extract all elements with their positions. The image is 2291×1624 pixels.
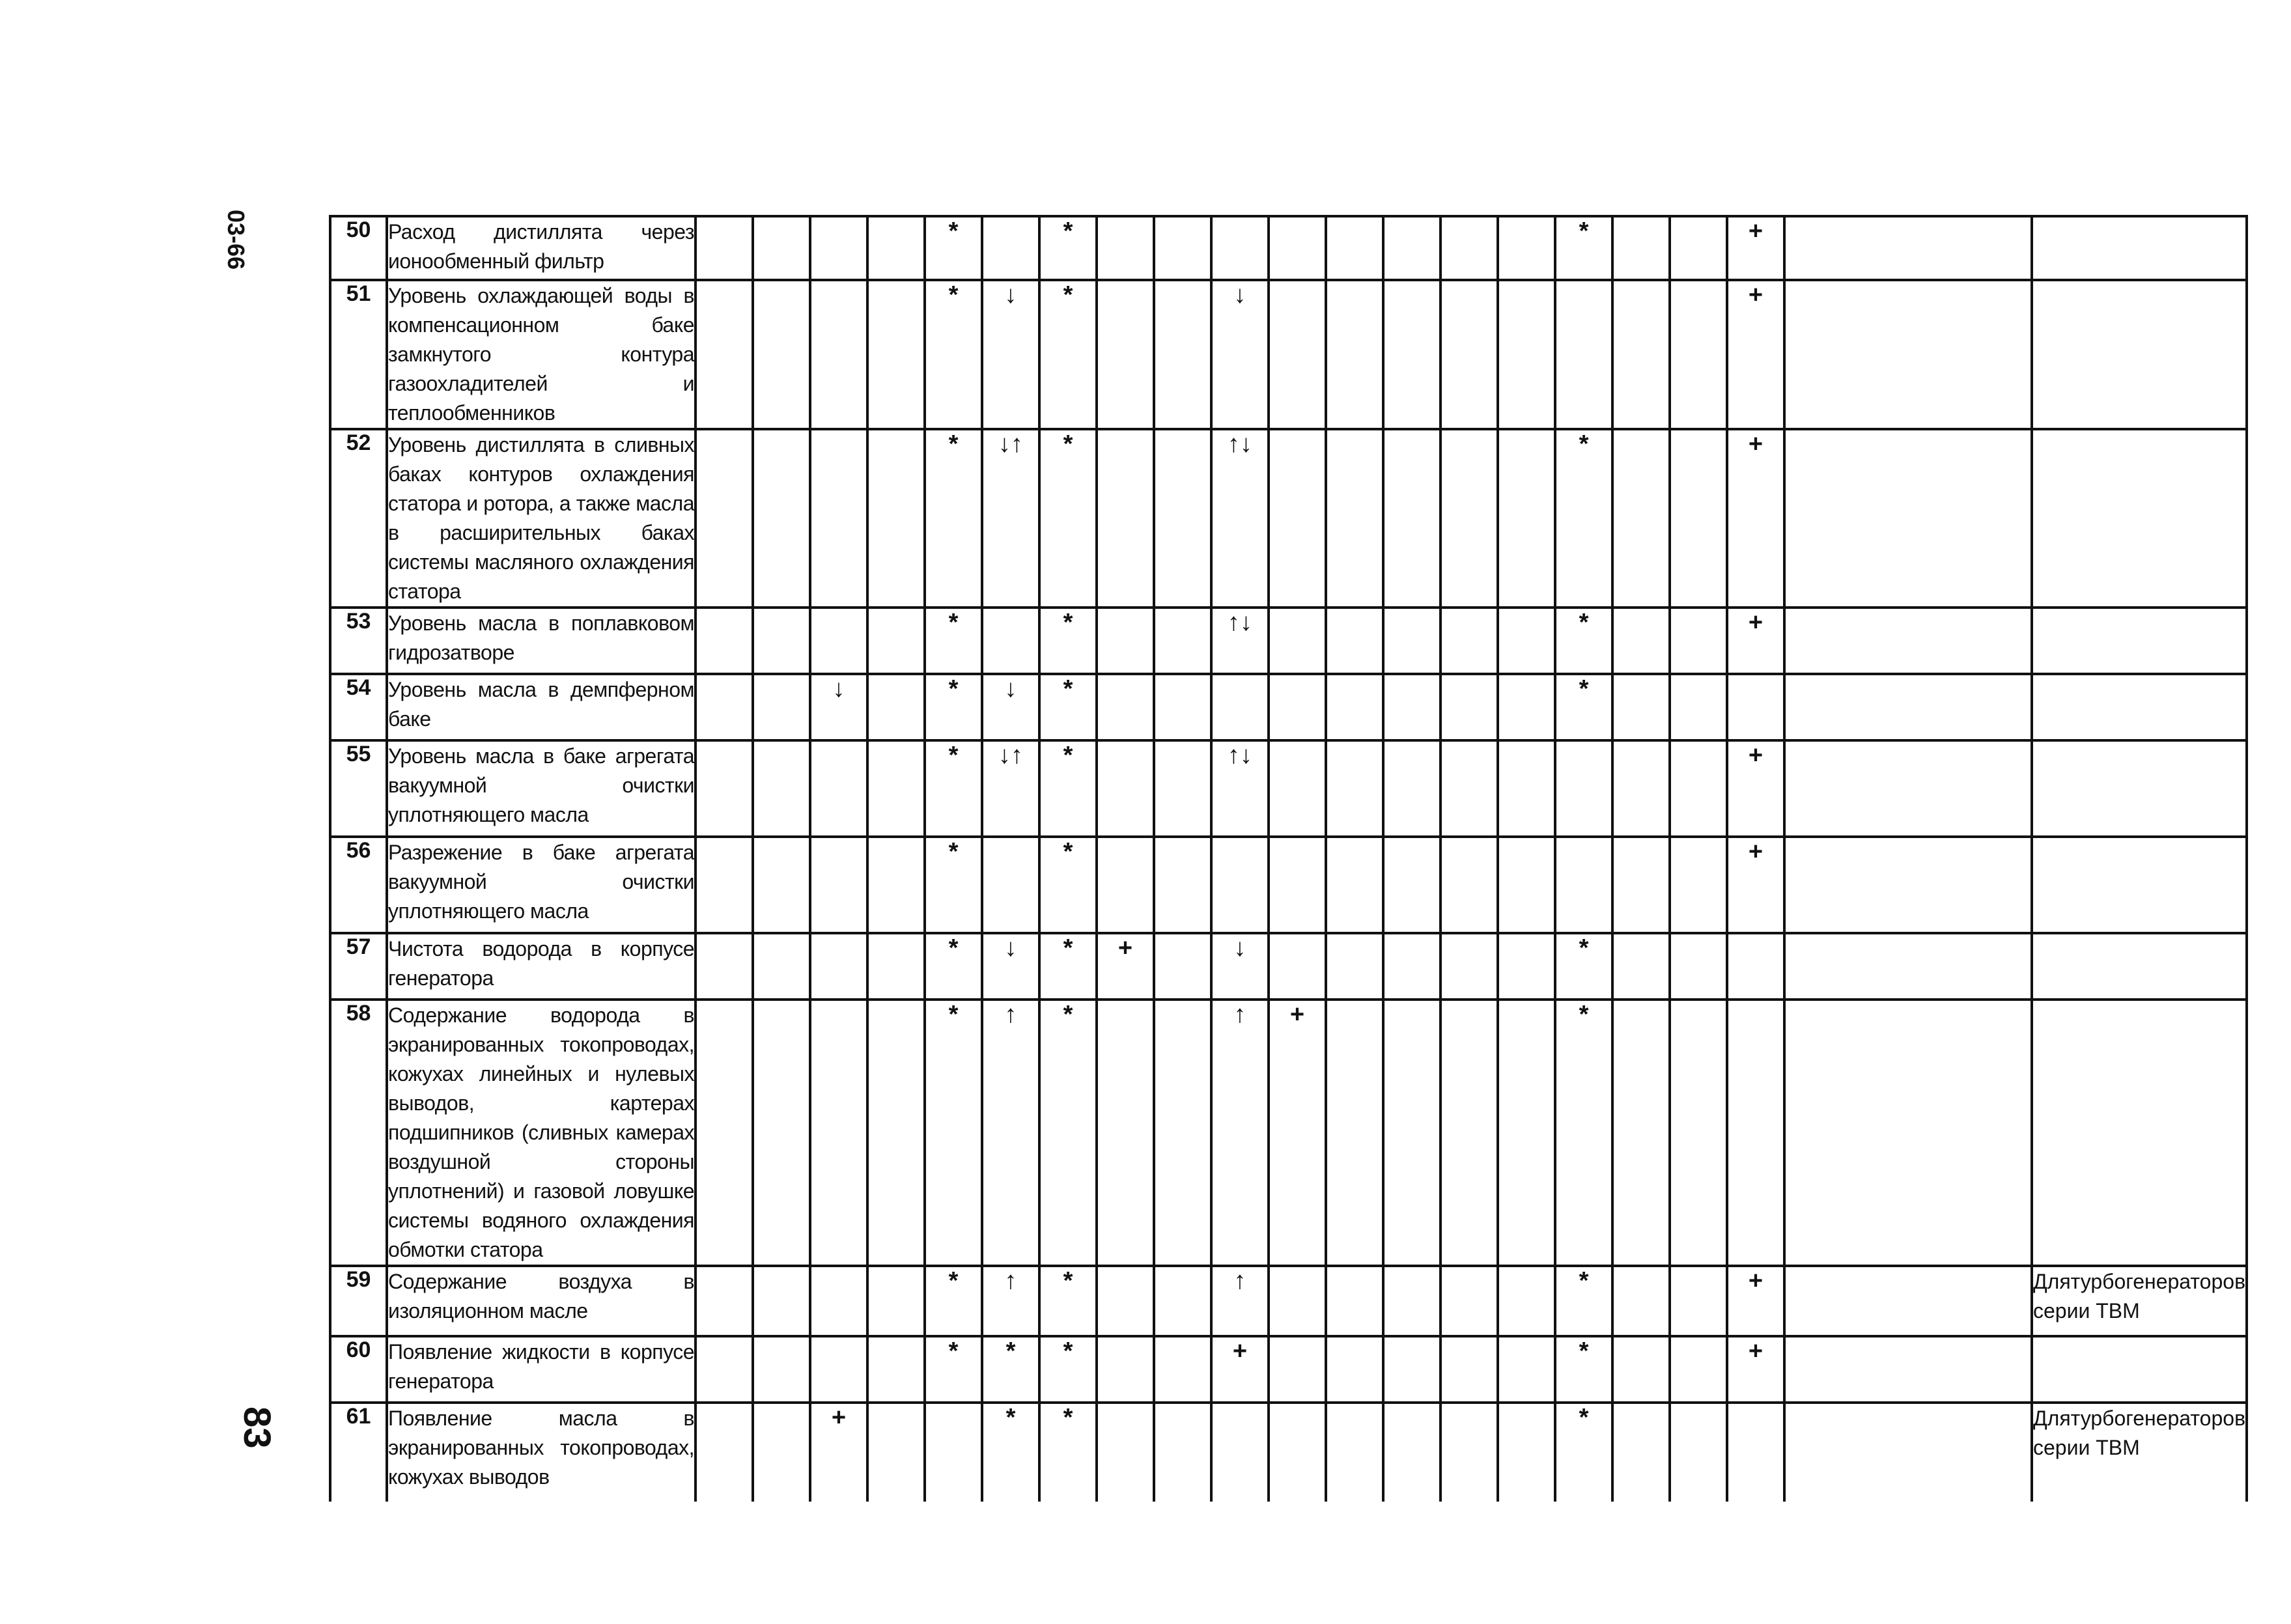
mark-cell: +: [1727, 1336, 1784, 1403]
mark-cell: [1326, 429, 1383, 608]
mark-cell: +: [1211, 1336, 1269, 1403]
mark-cell: *: [1039, 1403, 1097, 1502]
mark-cell: ↓: [982, 674, 1039, 740]
mark-cell: [1154, 1266, 1211, 1336]
mark-cell: [753, 837, 810, 933]
mark-cell: [867, 837, 925, 933]
mark-cell: *: [925, 429, 982, 608]
mark-cell: [1326, 740, 1383, 837]
mark-cell: [1670, 608, 1727, 674]
mark-cell: ↓: [982, 933, 1039, 1000]
mark-cell: [1670, 1336, 1727, 1403]
mark-cell: [1154, 740, 1211, 837]
mark-cell: [1555, 837, 1612, 933]
parameter-name: Чистота водорода в корпусе генератора: [387, 933, 696, 1000]
mark-cell: [1383, 1403, 1441, 1502]
mark-cell: [1612, 608, 1670, 674]
mark-cell: *: [1555, 429, 1612, 608]
mark-cell: [753, 1403, 810, 1502]
mark-cell: [1269, 280, 1326, 429]
mark-cell: [1784, 837, 2032, 933]
mark-cell: [1441, 1403, 1498, 1502]
mark-cell: [1612, 933, 1670, 1000]
mark-cell: [867, 674, 925, 740]
mark-cell: *: [1555, 933, 1612, 1000]
mark-cell: [1441, 674, 1498, 740]
mark-cell: [696, 740, 753, 837]
note-cell: [2032, 740, 2247, 837]
mark-cell: *: [925, 280, 982, 429]
mark-cell: [810, 740, 867, 837]
mark-cell: [1441, 740, 1498, 837]
mark-cell: [867, 429, 925, 608]
mark-cell: [1097, 429, 1154, 608]
mark-cell: [1784, 1000, 2032, 1266]
row-number: 54: [330, 674, 387, 740]
page-number: 83: [236, 1407, 278, 1449]
parameter-name: Уровень масла в демпферном баке: [387, 674, 696, 740]
mark-cell: *: [925, 1336, 982, 1403]
mark-cell: [810, 216, 867, 280]
mark-cell: [753, 216, 810, 280]
mark-cell: [1670, 837, 1727, 933]
mark-cell: [867, 280, 925, 429]
mark-cell: [1383, 674, 1441, 740]
mark-cell: [1498, 1336, 1555, 1403]
mark-cell: [1612, 837, 1670, 933]
mark-cell: [810, 429, 867, 608]
mark-cell: [1383, 1336, 1441, 1403]
mark-cell: +: [1727, 280, 1784, 429]
mark-cell: [1269, 933, 1326, 1000]
note-cell: [2032, 837, 2247, 933]
mark-cell: [1670, 740, 1727, 837]
parameter-name: Уровень масла в баке агрегата вакуумной очистки уплотняющего масла: [387, 740, 696, 837]
mark-cell: [1784, 280, 2032, 429]
mark-cell: [810, 1266, 867, 1336]
mark-cell: *: [1555, 1403, 1612, 1502]
mark-cell: [1612, 740, 1670, 837]
mark-cell: [1269, 1266, 1326, 1336]
mark-cell: [1727, 1403, 1784, 1502]
table-row: [330, 429, 2247, 608]
mark-cell: [753, 740, 810, 837]
mark-cell: [1784, 1403, 2032, 1502]
mark-cell: [1326, 1403, 1383, 1502]
mark-cell: [1441, 429, 1498, 608]
parameter-name: Содержание воздуха в изоляционном масле: [387, 1266, 696, 1336]
table-row: [330, 674, 2247, 740]
mark-cell: [1154, 429, 1211, 608]
mark-cell: [1612, 1000, 1670, 1266]
mark-cell: [1326, 1000, 1383, 1266]
mark-cell: [696, 837, 753, 933]
mark-cell: *: [1039, 674, 1097, 740]
mark-cell: [1727, 1000, 1784, 1266]
mark-cell: [1211, 674, 1269, 740]
mark-cell: [1097, 837, 1154, 933]
mark-cell: [1498, 1000, 1555, 1266]
mark-cell: [1784, 216, 2032, 280]
table-row: [330, 1000, 2247, 1266]
table-row: [330, 1266, 2247, 1336]
mark-cell: [1097, 608, 1154, 674]
mark-cell: [753, 1336, 810, 1403]
mark-cell: [1784, 429, 2032, 608]
mark-cell: [1555, 740, 1612, 837]
mark-cell: [1612, 280, 1670, 429]
mark-cell: [753, 429, 810, 608]
note-cell: [2032, 674, 2247, 740]
note-cell: [2032, 1336, 2247, 1403]
mark-cell: [867, 1403, 925, 1502]
mark-cell: +: [1727, 608, 1784, 674]
mark-cell: [1670, 1000, 1727, 1266]
mark-cell: [1784, 740, 2032, 837]
mark-cell: ↑: [1211, 1000, 1269, 1266]
mark-cell: +: [1727, 740, 1784, 837]
mark-cell: [1383, 608, 1441, 674]
mark-cell: [1154, 1000, 1211, 1266]
mark-cell: [1154, 216, 1211, 280]
mark-cell: [1441, 280, 1498, 429]
row-number: 53: [330, 608, 387, 674]
mark-cell: ↑↓: [1211, 740, 1269, 837]
mark-cell: [1670, 1403, 1727, 1502]
mark-cell: *: [1555, 1266, 1612, 1336]
mark-cell: [1441, 216, 1498, 280]
mark-cell: [1441, 1336, 1498, 1403]
document-code: 03-66: [223, 210, 249, 270]
table-row: [330, 1336, 2247, 1403]
mark-cell: [1441, 608, 1498, 674]
mark-cell: ↓: [1211, 933, 1269, 1000]
mark-cell: [867, 740, 925, 837]
mark-cell: *: [982, 1336, 1039, 1403]
row-number: 61: [330, 1403, 387, 1502]
mark-cell: [1670, 933, 1727, 1000]
mark-cell: [1269, 429, 1326, 608]
mark-cell: [1670, 280, 1727, 429]
mark-cell: [810, 608, 867, 674]
mark-cell: [1612, 1266, 1670, 1336]
mark-cell: *: [925, 1000, 982, 1266]
row-number: 60: [330, 1336, 387, 1403]
mark-cell: *: [1039, 837, 1097, 933]
mark-cell: +: [1727, 837, 1784, 933]
mark-cell: *: [1555, 674, 1612, 740]
mark-cell: [810, 933, 867, 1000]
table-row: [330, 280, 2247, 429]
mark-cell: [1326, 280, 1383, 429]
mark-cell: [867, 216, 925, 280]
note-text: Для: [2033, 1407, 2071, 1430]
mark-cell: *: [925, 674, 982, 740]
mark-cell: [982, 837, 1039, 933]
note-cell: [2032, 216, 2247, 280]
mark-cell: [867, 608, 925, 674]
mark-cell: *: [1039, 608, 1097, 674]
mark-cell: [1784, 608, 2032, 674]
parameter-name: Уровень масла в поплавковом гидрозатворе: [387, 608, 696, 674]
row-number: 50: [330, 216, 387, 280]
mark-cell: *: [925, 1266, 982, 1336]
mark-cell: [1555, 280, 1612, 429]
table-row: [330, 216, 2247, 280]
mark-cell: [1670, 429, 1727, 608]
mark-cell: [1498, 1403, 1555, 1502]
mark-cell: [1498, 674, 1555, 740]
row-number: 58: [330, 1000, 387, 1266]
row-number: 52: [330, 429, 387, 608]
mark-cell: [1441, 837, 1498, 933]
mark-cell: [1269, 608, 1326, 674]
mark-cell: [1383, 1266, 1441, 1336]
note-text: серии ТВМ: [2033, 1299, 2140, 1323]
mark-cell: [696, 280, 753, 429]
mark-cell: *: [1039, 1336, 1097, 1403]
mark-cell: [696, 429, 753, 608]
mark-cell: [1211, 837, 1269, 933]
mark-cell: [1211, 216, 1269, 280]
mark-cell: [1097, 1266, 1154, 1336]
mark-cell: [1269, 1336, 1326, 1403]
mark-cell: [1154, 280, 1211, 429]
parameter-name: Уровень дистиллята в сливных баках контуров охлаждения статора и ротора, а также масла в расширительных баках системы масляного охлаждения статора: [387, 429, 696, 608]
mark-cell: ↑: [982, 1000, 1039, 1266]
note-cell: [2032, 280, 2247, 429]
mark-cell: +: [1097, 933, 1154, 1000]
mark-cell: [1326, 674, 1383, 740]
mark-cell: [1612, 429, 1670, 608]
mark-cell: [1612, 674, 1670, 740]
mark-cell: [1097, 1403, 1154, 1502]
mark-cell: [1784, 674, 2032, 740]
mark-cell: ↑: [1211, 1266, 1269, 1336]
mark-cell: [696, 1000, 753, 1266]
mark-cell: [1498, 933, 1555, 1000]
mark-cell: *: [925, 608, 982, 674]
note-text: турбогенераторов: [2070, 1407, 2246, 1430]
mark-cell: [1326, 837, 1383, 933]
mark-cell: *: [1555, 216, 1612, 280]
mark-cell: [696, 608, 753, 674]
mark-cell: [1441, 1266, 1498, 1336]
mark-cell: [1154, 1403, 1211, 1502]
mark-cell: [1097, 1000, 1154, 1266]
row-number: 51: [330, 280, 387, 429]
mark-cell: [1441, 1000, 1498, 1266]
mark-cell: [1383, 933, 1441, 1000]
mark-cell: *: [982, 1403, 1039, 1502]
mark-cell: +: [1727, 429, 1784, 608]
mark-cell: [1383, 280, 1441, 429]
mark-cell: [1097, 740, 1154, 837]
mark-cell: [1612, 1336, 1670, 1403]
mark-cell: *: [1039, 933, 1097, 1000]
parameter-name: Уровень охлаждающей воды в компенсационном баке замкнутого контура газоохладителей и теплообменников: [387, 280, 696, 429]
mark-cell: [1670, 1266, 1727, 1336]
mark-cell: *: [1039, 216, 1097, 280]
mark-cell: [1441, 933, 1498, 1000]
mark-cell: [1269, 674, 1326, 740]
mark-cell: [1383, 837, 1441, 933]
parameter-table: [329, 215, 2248, 1502]
note-text: Для: [2033, 1270, 2071, 1293]
mark-cell: [1498, 216, 1555, 280]
note-cell: [2032, 1403, 2247, 1502]
row-number: 59: [330, 1266, 387, 1336]
mark-cell: [1383, 216, 1441, 280]
mark-cell: [753, 280, 810, 429]
mark-cell: [1326, 216, 1383, 280]
mark-cell: [753, 674, 810, 740]
mark-cell: [696, 933, 753, 1000]
mark-cell: *: [925, 216, 982, 280]
mark-cell: [753, 933, 810, 1000]
table-row: [330, 740, 2247, 837]
mark-cell: [1326, 608, 1383, 674]
note-cell: [2032, 1000, 2247, 1266]
mark-cell: *: [1039, 429, 1097, 608]
mark-cell: [753, 608, 810, 674]
mark-cell: *: [925, 740, 982, 837]
mark-cell: *: [1039, 1000, 1097, 1266]
mark-cell: [696, 1336, 753, 1403]
row-number: 57: [330, 933, 387, 1000]
mark-cell: [1326, 933, 1383, 1000]
mark-cell: ↑↓: [1211, 429, 1269, 608]
mark-cell: [1097, 1336, 1154, 1403]
mark-cell: [1727, 674, 1784, 740]
mark-cell: +: [1727, 216, 1784, 280]
mark-cell: [1154, 933, 1211, 1000]
row-number: 56: [330, 837, 387, 933]
mark-cell: [867, 1000, 925, 1266]
mark-cell: [982, 608, 1039, 674]
mark-cell: ↓: [810, 674, 867, 740]
mark-cell: ↓: [982, 280, 1039, 429]
mark-cell: [1269, 1403, 1326, 1502]
parameter-name: Разрежение в баке агрегата вакуумной очистки уплотняющего масла: [387, 837, 696, 933]
mark-cell: [696, 674, 753, 740]
mark-cell: [1269, 216, 1326, 280]
parameter-name: Расход дистиллята через ионообменный фильтр: [387, 216, 696, 280]
mark-cell: [1784, 1336, 2032, 1403]
parameter-name: Содержание водорода в экранированных токопроводах, кожухах линейных и нулевых выводов, картерах подшипников (сливных камерах воздушной стороны уплотнений) и газовой ловушке системы водяного охлаждения обмотки статора: [387, 1000, 696, 1266]
mark-cell: +: [1269, 1000, 1326, 1266]
mark-cell: [1612, 216, 1670, 280]
mark-cell: [1097, 216, 1154, 280]
mark-cell: *: [925, 933, 982, 1000]
mark-cell: *: [1555, 608, 1612, 674]
mark-cell: [1784, 933, 2032, 1000]
mark-cell: *: [1039, 280, 1097, 429]
mark-cell: [867, 1336, 925, 1403]
parameter-name: Появление жидкости в корпусе генератора: [387, 1336, 696, 1403]
note-cell: [2032, 429, 2247, 608]
table-row: [330, 608, 2247, 674]
mark-cell: [753, 1266, 810, 1336]
mark-cell: [1498, 280, 1555, 429]
mark-cell: [925, 1403, 982, 1502]
note-cell: [2032, 608, 2247, 674]
mark-cell: [1498, 608, 1555, 674]
mark-cell: [1727, 933, 1784, 1000]
mark-cell: *: [1039, 740, 1097, 837]
mark-cell: [1154, 837, 1211, 933]
mark-cell: ↓: [1211, 280, 1269, 429]
mark-cell: [1670, 674, 1727, 740]
mark-cell: [1383, 1000, 1441, 1266]
mark-cell: [1211, 1403, 1269, 1502]
mark-cell: [753, 1000, 810, 1266]
mark-cell: [696, 1403, 753, 1502]
mark-cell: [1154, 1336, 1211, 1403]
note-cell: [2032, 933, 2247, 1000]
mark-cell: [1612, 1403, 1670, 1502]
mark-cell: [1383, 429, 1441, 608]
mark-cell: [1269, 740, 1326, 837]
mark-cell: ↑: [982, 1266, 1039, 1336]
mark-cell: [1097, 674, 1154, 740]
mark-cell: [867, 1266, 925, 1336]
mark-cell: +: [810, 1403, 867, 1502]
mark-cell: [810, 1000, 867, 1266]
mark-cell: [1670, 216, 1727, 280]
mark-cell: [867, 933, 925, 1000]
note-text: серии ТВМ: [2033, 1436, 2140, 1459]
table-row: [330, 933, 2247, 1000]
mark-cell: [1498, 837, 1555, 933]
mark-cell: [982, 216, 1039, 280]
mark-cell: [810, 837, 867, 933]
mark-cell: [1498, 740, 1555, 837]
mark-cell: [696, 216, 753, 280]
mark-cell: [1097, 280, 1154, 429]
mark-cell: ↓↑: [982, 740, 1039, 837]
mark-cell: ↑↓: [1211, 608, 1269, 674]
mark-cell: +: [1727, 1266, 1784, 1336]
mark-cell: *: [1555, 1000, 1612, 1266]
mark-cell: [696, 1266, 753, 1336]
mark-cell: [1784, 1266, 2032, 1336]
mark-cell: [1383, 740, 1441, 837]
mark-cell: *: [1039, 1266, 1097, 1336]
mark-cell: [1498, 429, 1555, 608]
mark-cell: ↓↑: [982, 429, 1039, 608]
mark-cell: [1269, 837, 1326, 933]
table-row: [330, 837, 2247, 933]
note-cell: [2032, 1266, 2247, 1336]
mark-cell: *: [925, 837, 982, 933]
row-number: 55: [330, 740, 387, 837]
note-text: турбогенераторов: [2070, 1270, 2246, 1293]
parameter-name: Появление масла в экранированных токопроводах, кожухах выводов: [387, 1403, 696, 1502]
mark-cell: [1326, 1336, 1383, 1403]
mark-cell: [1154, 608, 1211, 674]
mark-cell: [1498, 1266, 1555, 1336]
mark-cell: *: [1555, 1336, 1612, 1403]
table-row: [330, 1403, 2247, 1502]
mark-cell: [1154, 674, 1211, 740]
mark-cell: [810, 1336, 867, 1403]
mark-cell: [810, 280, 867, 429]
mark-cell: [1326, 1266, 1383, 1336]
